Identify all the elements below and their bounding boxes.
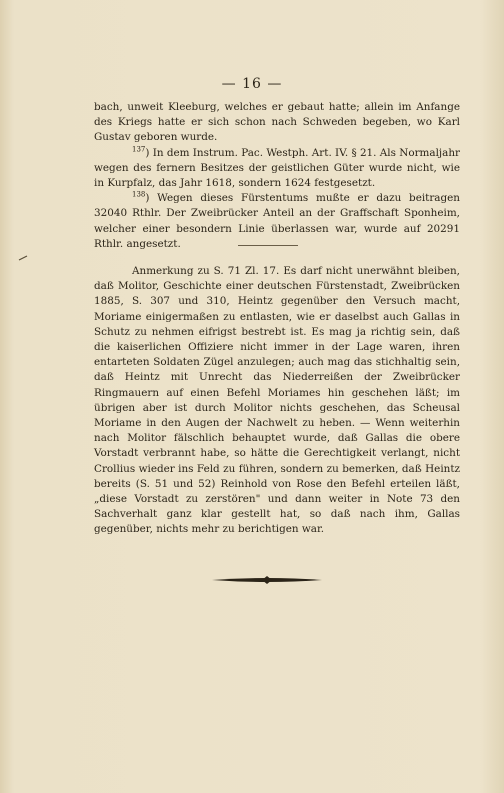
section-divider: [238, 245, 298, 246]
ornament-rule: [212, 573, 322, 587]
footnotes-block: [94, 100, 460, 252]
page-number-header: — 16 —: [221, 76, 283, 92]
footnote-138-marker: 138: [132, 190, 146, 199]
margin-mark: [18, 255, 28, 261]
annotation-block: [94, 264, 460, 538]
page-number: 16: [242, 76, 262, 92]
footnote-continuation: bach, unweit Kleeburg, welches er gebaut hatte; allein im Anfange des Kriegs hatte er sich schon nach Schweden begeben, wo Karl Gustav geboren wurde.: [94, 101, 460, 144]
footnote-137: [94, 146, 460, 192]
footnote-138: [94, 191, 460, 252]
footnote-137-text: ) In dem Instrum. Pac. Westph. Art. IV. § 21. Als Normaljahr wegen des fernern Besitzes der geistlichen Güter wurde nicht, wie in Kurpfalz, das Jahr 1618, sondern 1624 festgesetzt.: [94, 146, 460, 190]
footnote-138-text: ) Wegen dieses Fürstentums mußte er dazu beitragen 32040 Rthlr. Der Zweibrücker Anteil an der Graffschaft Sponheim, welcher einer besondern Linie überlassen war, wurde auf 20291 Rthlr. angesetzt.: [94, 192, 460, 250]
annotation-paragraph: Anmerkung zu S. 71 Zl. 17. Es darf nicht unerwähnt bleiben, daß Molitor, Geschichte einer deutschen Fürstenstadt, Zweibrücken 1885, S. 307 und 310, Heintz gegenüber den Versuch macht, Moriame einigermaßen zu entlasten, wie er daselbst auch Gallas in Schutz zu nehmen eifrigst bestrebt ist. Es mag ja richtig sein, daß die kaiserlichen Offiziere nicht immer in der Lage waren, ihren entarteten Soldaten Zügel anzulegen; auch mag das stichhaltig sein, daß Heintz mit Unrecht das Niederreißen der Zweibrücker Ringmauern auf einen Befehl Moriames hin geschehen läßt; im übrigen aber ist durch Molitor nichts geschehen, das Scheusal Moriame in den Augen der Nachwelt zu heben. — Wenn weiterhin nach Molitor fälschlich behauptet wurde, daß Gallas die obere Vorstadt verbrannt habe, so hätte die Gerechtigkeit verlangt, nicht Crollius wieder ins Feld zu führen, sondern zu bemerken, daß Heintz bereits (S. 51 und 52) Reinhold von Rose den Befehl erteilen läßt, „diese Vorstadt zu zerstören" und dann weiter in Note 73 den Sachverhalt ganz klar gestellt hat, so daß nach ihm, Gallas gegenüber, nichts mehr zu berichtigen war.: [94, 265, 460, 536]
footnote-137-marker: 137: [132, 145, 146, 154]
